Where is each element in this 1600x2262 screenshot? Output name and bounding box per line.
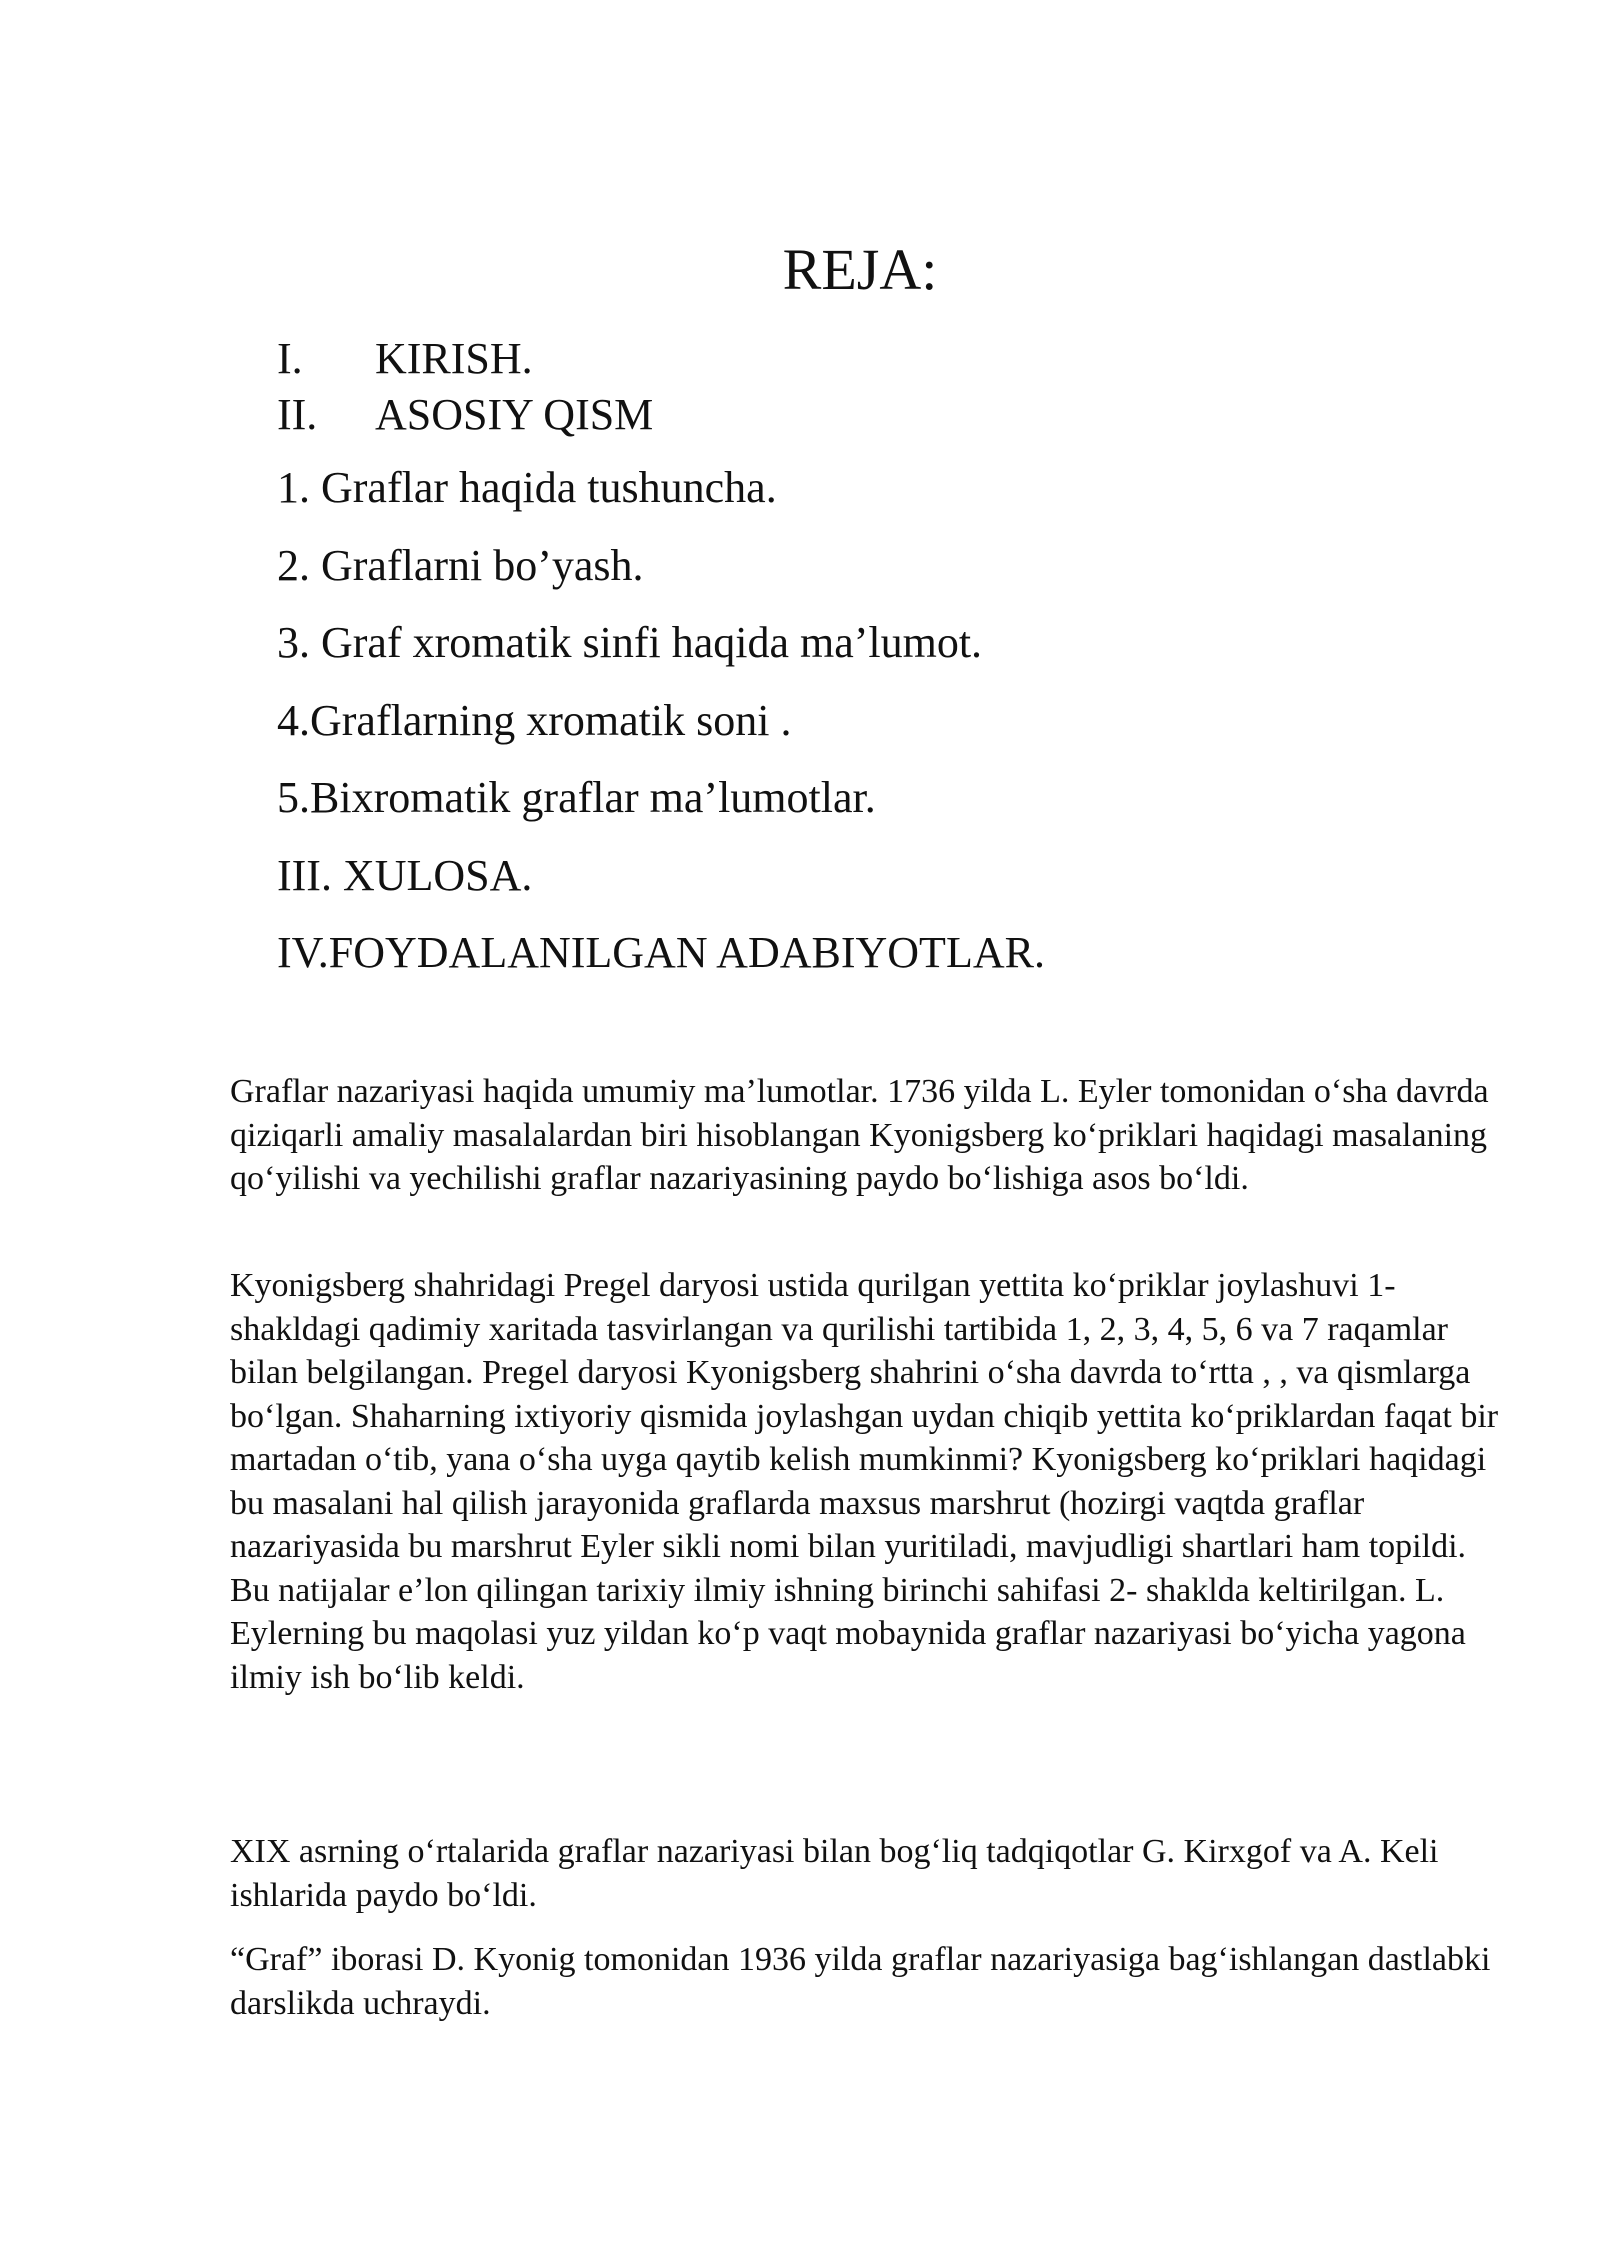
plan-item: 2. Graflarni bo’yash. xyxy=(277,540,644,590)
page-title: REJA: xyxy=(782,237,938,302)
section-list xyxy=(277,330,653,442)
plan-item: 4.Graflarning xromatik soni . xyxy=(277,695,792,745)
plan-item: 3. Graf xromatik sinfi haqida ma’lumot. xyxy=(277,618,983,667)
plan-item-conclusion: III. XULOSA. xyxy=(277,850,533,900)
plan-list xyxy=(277,460,1045,1003)
section-label: KIRISH. xyxy=(375,333,533,383)
section-item-intro xyxy=(277,330,653,386)
plan-item: 1. Graflar haqida tushuncha. xyxy=(277,463,777,512)
paragraph: Kyonigsberg shahridagi Pregel daryosi ustida qurilgan yettita ko‘priklar joylashuvi 1- shakldagi qadimiy xaritada tasvirlangan va qurilishi tartibida 1, 2, 3, 4, 5, 6 va 7 raqamlar bilan belgilangan. Pregel daryosi Kyonigsberg shahrini o‘sha davrda to‘rtta , , va qismlarga bo‘lgan. Shaharning ixtiyoriy qismida joylashgan uydan chiqib yettita ko‘priklardan faqat bir martadan o‘tib, yana o‘sha uyga qaytib kelish mumkinmi? Kyonigsberg ko‘priklari haqidagi bu masalani hal qilish jarayonida graflarda maxsus marshrut (hozirgi vaqtda graflar nazariyasida bu marshrut Eyler sikli nomi bilan yuritiladi, mavjudligi shartlari ham topildi. Bu natijalar e’lon qilingan tarixiy ilmiy ishning birinchi sahifasi 2- shaklda keltirilgan. L. Eylerning bu maqolasi yuz yildan ko‘p vaqt mobaynida graflar nazariyasi bo‘yicha yagona ilmiy ish bo‘lib keldi. xyxy=(230,1267,1499,1696)
plan-item-references: IV.FOYDALANILGAN ADABIYOTLAR. xyxy=(277,928,1045,977)
paragraph: XIX asrning o‘rtalarida graflar nazariyasi bilan bog‘liq tadqiqotlar G. Kirxgof va A. Keli ishlarida paydo bo‘ldi. xyxy=(230,1833,1439,1914)
section-item-main xyxy=(277,386,653,442)
section-number: I. xyxy=(277,333,303,383)
paragraph: Graflar nazariyasi haqida umumiy ma’lumotlar. 1736 yilda L. Eyler tomonidan o‘sha davrda qiziqarli amaliy masalalardan biri hisoblangan Kyonigsberg ko‘priklari haqidagi masalaning qo‘yilishi va yechilishi graflar nazariyasining paydo bo‘lishiga asos bo‘ldi. xyxy=(230,1073,1489,1197)
paragraph: “Graf” iborasi D. Kyonig tomonidan 1936 yilda graflar nazariyasiga bag‘ishlangan dastlabki darslikda uchraydi. xyxy=(230,1941,1491,2022)
plan-item: 5.Bixromatik graflar ma’lumotlar. xyxy=(277,773,876,822)
section-number: II. xyxy=(277,389,318,439)
section-label: ASOSIY QISM xyxy=(375,389,654,439)
